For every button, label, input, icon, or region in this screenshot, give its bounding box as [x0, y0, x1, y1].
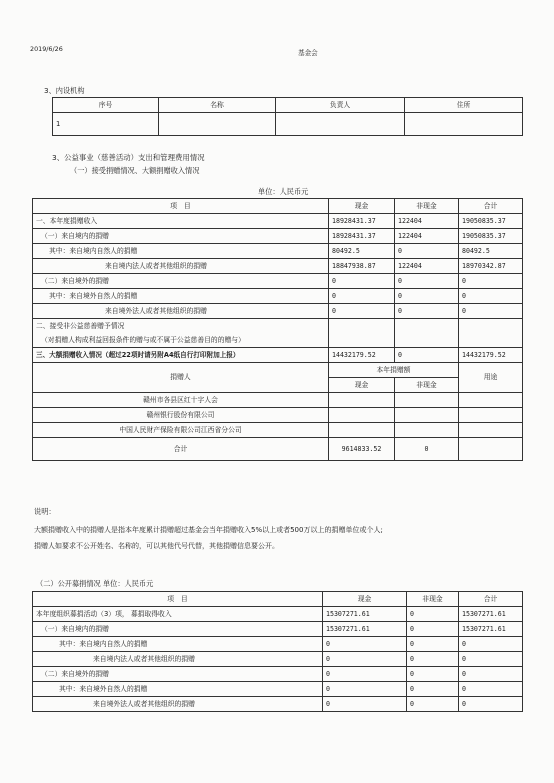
donor-total-cash: 9614833.52 [329, 438, 395, 461]
fundraising-row-label: 本年度组织募捐活动（3）项， 募捐取得收入 [33, 607, 323, 622]
donation-row-total: 19050835.37 [459, 229, 523, 244]
org-header-leader: 负责人 [276, 98, 405, 113]
fundraising-table [32, 591, 523, 712]
donor-name: 赣州银行股份有限公司 [33, 408, 329, 423]
donor-name: 赣州市各县区红十字人会 [33, 393, 329, 408]
fundraising-row-cash: 0 [323, 697, 407, 712]
donor-noncash-header: 非现金 [395, 378, 459, 393]
unit-label: 单位：人民币元 [258, 187, 309, 196]
purpose-header: 用途 [459, 363, 523, 393]
donation-row-noncash: 122404 [395, 214, 459, 229]
notes-line-1: 大额捐赠收入中的捐赠人是指本年度累计捐赠超过基金会当年捐赠收入5%以上或者500万以上的捐赠单位或个人; [34, 526, 383, 534]
nonpublic-gift-label: 二、接受非公益慈善赠予情况 [33, 319, 329, 334]
fundraising-row-cash: 15307271.61 [323, 607, 407, 622]
org-cell-leader [276, 113, 405, 136]
org-cell-address [405, 113, 523, 136]
fundraising-row-total: 0 [459, 637, 523, 652]
donation-row-cash: 0 [329, 274, 395, 289]
fundraising-row-noncash: 0 [407, 682, 459, 697]
fundraising-row-cash: 0 [323, 652, 407, 667]
large-donation-total: 14432179.52 [459, 348, 523, 363]
donation-row-cash: 18928431.37 [329, 214, 395, 229]
donation-row-noncash: 0 [395, 244, 459, 259]
donation-row-noncash: 0 [395, 304, 459, 319]
donor-total-purpose [459, 438, 523, 461]
fundraising-row-noncash: 0 [407, 607, 459, 622]
donor-header: 捐赠人 [33, 363, 329, 393]
public-section-title: 3、公益事业（慈善活动）支出和管理费用情况 [52, 153, 205, 162]
donation-row-total: 19050835.37 [459, 214, 523, 229]
donor-cash [329, 393, 395, 408]
donation-row-total: 0 [459, 274, 523, 289]
fundraising-header-total: 合计 [459, 592, 523, 607]
donation-row-label: （一）来自境内的捐赠 [33, 229, 329, 244]
donation-row-total: 0 [459, 289, 523, 304]
nonpublic-gift-total [459, 319, 523, 348]
donation-row-label: （二）来自境外的捐赠 [33, 274, 329, 289]
print-date: 2019/6/26 [30, 45, 63, 53]
year-amount-header: 本年捐赠额 [329, 363, 459, 378]
fundraising-title: （二）公开募捐情况 单位：人民币元 [36, 579, 154, 588]
notes-title: 说明： [34, 507, 56, 516]
nonpublic-gift-cash [329, 319, 395, 348]
donor-cash-header: 现金 [329, 378, 395, 393]
org-table [52, 97, 523, 136]
fundraising-row-cash: 0 [323, 682, 407, 697]
donation-subtitle: （一）接受捐赠情况、大额捐赠收入情况 [70, 166, 200, 175]
fundraising-row-total: 0 [459, 667, 523, 682]
donor-noncash [395, 393, 459, 408]
fundraising-row-noncash: 0 [407, 622, 459, 637]
nonpublic-gift-note: （对捐赠人构成利益回报条件的赠与或不属于公益慈善目的的赠与） [33, 333, 329, 348]
page-header-title: 基金会 [298, 49, 318, 57]
large-donation-label: 三、大额捐赠收入情况（超过22项时请另附A4纸自行打印附加上报） [33, 348, 329, 363]
donation-row-label: 来自境外法人或者其他组织的捐赠 [33, 304, 329, 319]
donation-row-total: 0 [459, 304, 523, 319]
donation-row-cash: 80492.5 [329, 244, 395, 259]
org-section-title: 3、内设机构 [44, 86, 85, 95]
donor-total-label: 合计 [33, 438, 329, 461]
fundraising-row-noncash: 0 [407, 697, 459, 712]
donation-row-label: 一、本年度捐赠收入 [33, 214, 329, 229]
fundraising-row-total: 15307271.61 [459, 607, 523, 622]
nonpublic-gift-noncash [395, 319, 459, 348]
donation-header-cash: 现金 [329, 199, 395, 214]
donation-header-item: 项 目 [33, 199, 329, 214]
large-donation-noncash: 0 [395, 348, 459, 363]
donation-row-label: 其中：来自境内自然人的捐赠 [33, 244, 329, 259]
fundraising-row-label: 来自境外法人或者其他组织的捐赠 [33, 697, 323, 712]
large-donation-cash: 14432179.52 [329, 348, 395, 363]
donation-row-total: 80492.5 [459, 244, 523, 259]
fundraising-row-total: 0 [459, 682, 523, 697]
donation-row-noncash: 0 [395, 274, 459, 289]
donor-cash [329, 423, 395, 438]
org-header-address: 住所 [405, 98, 523, 113]
donation-row-cash: 18928431.37 [329, 229, 395, 244]
fundraising-row-label: 其中：来自境内自然人的捐赠 [33, 637, 323, 652]
donor-purpose [459, 393, 523, 408]
fundraising-header-noncash: 非现金 [407, 592, 459, 607]
donation-row-noncash: 122404 [395, 259, 459, 274]
donor-noncash [395, 423, 459, 438]
donor-purpose [459, 408, 523, 423]
fundraising-row-label: 来自境内法人或者其他组织的捐赠 [33, 652, 323, 667]
donor-noncash [395, 408, 459, 423]
fundraising-row-total: 15307271.61 [459, 622, 523, 637]
donation-row-label: 来自境内法人或者其他组织的捐赠 [33, 259, 329, 274]
donor-total-noncash: 0 [395, 438, 459, 461]
org-header-name: 名称 [159, 98, 276, 113]
donation-row-cash: 0 [329, 289, 395, 304]
fundraising-row-label: （一）来自境内的捐赠 [33, 622, 323, 637]
fundraising-row-total: 0 [459, 697, 523, 712]
org-cell-name [159, 113, 276, 136]
fundraising-row-cash: 0 [323, 637, 407, 652]
donation-table [32, 198, 523, 461]
donation-row-cash: 18847938.87 [329, 259, 395, 274]
fundraising-row-total: 0 [459, 652, 523, 667]
donation-header-total: 合计 [459, 199, 523, 214]
donation-row-label: 其中：来自境外自然人的捐赠 [33, 289, 329, 304]
fundraising-header-cash: 现金 [323, 592, 407, 607]
fundraising-row-noncash: 0 [407, 667, 459, 682]
donor-purpose [459, 423, 523, 438]
donor-cash [329, 408, 395, 423]
notes-line-2: 捐赠人如要求不公开姓名、名称的，可以其他代号代替，其他捐赠信息要公开。 [34, 542, 279, 550]
fundraising-row-cash: 15307271.61 [323, 622, 407, 637]
fundraising-row-label: （二）来自境外的捐赠 [33, 667, 323, 682]
org-header-no: 序号 [53, 98, 159, 113]
fundraising-row-noncash: 0 [407, 637, 459, 652]
donation-row-cash: 0 [329, 304, 395, 319]
fundraising-row-noncash: 0 [407, 652, 459, 667]
donation-row-noncash: 0 [395, 289, 459, 304]
donation-row-total: 18970342.87 [459, 259, 523, 274]
org-cell-no: 1 [53, 113, 159, 136]
donor-name: 中国人民财产保险有限公司江西省分公司 [33, 423, 329, 438]
fundraising-header-item: 项 目 [33, 592, 323, 607]
donation-header-noncash: 非现金 [395, 199, 459, 214]
fundraising-row-label: 其中：来自境外自然人的捐赠 [33, 682, 323, 697]
donation-row-noncash: 122404 [395, 229, 459, 244]
fundraising-row-cash: 0 [323, 667, 407, 682]
